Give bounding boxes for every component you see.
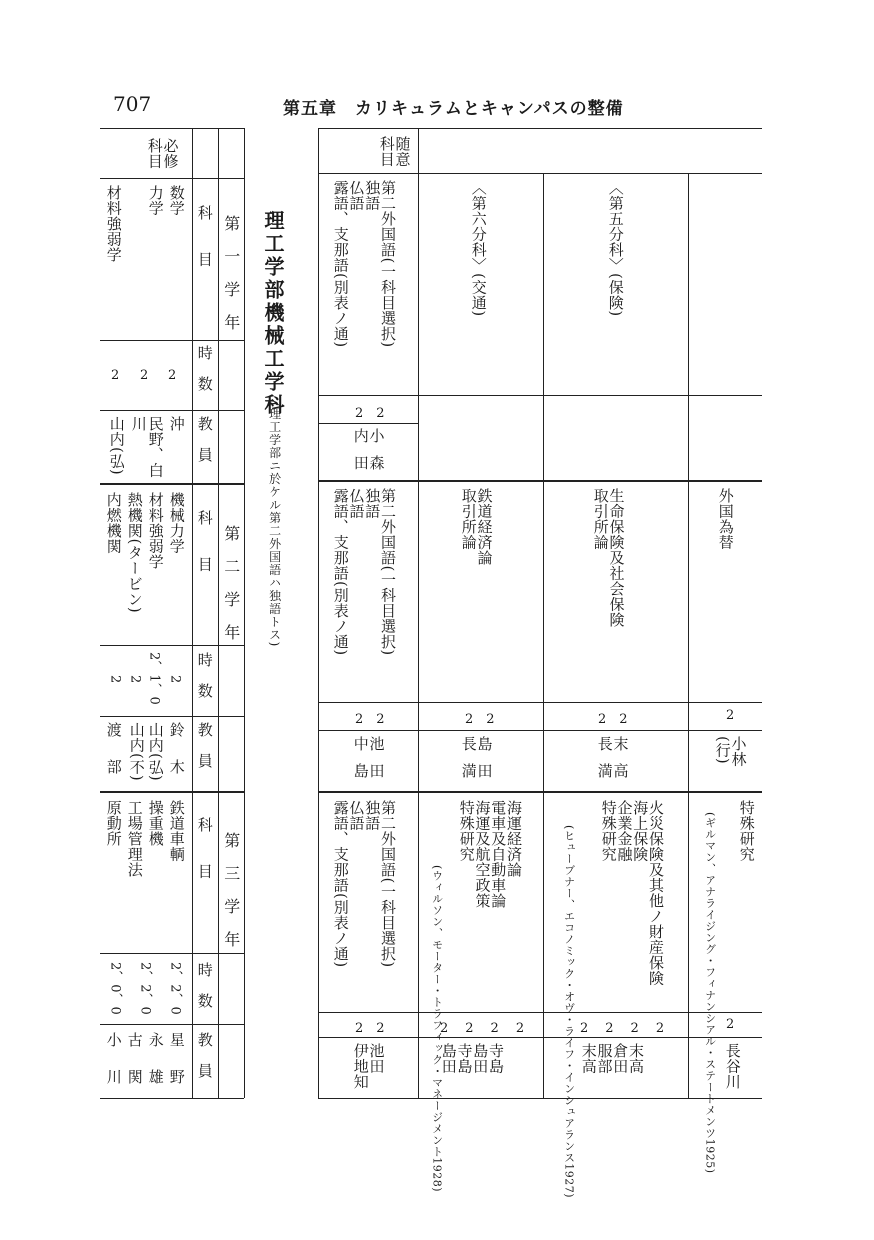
row3-division5-subjects: 火災保険及其他ノ財産保険 海上保険 企業金融 特殊研究	[599, 800, 665, 986]
year2-kamoku-label: 科 目	[195, 510, 214, 572]
year3-subject: 工場管理法	[125, 800, 144, 878]
row2-division6-teachers: 島田 長満	[459, 736, 494, 790]
year2-teacher: 渡部	[104, 722, 123, 796]
year3-teacher: 永雄	[146, 1032, 165, 1106]
year3-subject: 原動所	[104, 800, 123, 847]
optional-subjects-label: 随意 科目	[377, 136, 412, 167]
year1-hour: 2	[168, 368, 177, 383]
year2-hour: 2	[127, 675, 143, 684]
running-title: 第五章 カリキュラムとキャンパスの整備	[283, 99, 624, 119]
year3-jisu-label: 時 数	[195, 962, 214, 1009]
row1-language-hours: 2 2	[355, 406, 385, 421]
year1-kyoin-label: 教 員	[195, 416, 214, 463]
row2-division4-teachers: 小林 (行)	[713, 736, 748, 767]
row1-language-subjects: 第二外国語(一科目選択) 独語 仏語 露語、支那語(別表ノ通)	[331, 180, 397, 348]
page-number: 707	[113, 92, 152, 116]
year1-jisu-label: 時 数	[195, 345, 214, 392]
row2-division5-subjects: 生命保険及社会保険 取引所論	[591, 488, 626, 628]
year2-hour: 2	[107, 675, 123, 684]
year3-label: 第 三 学 年	[221, 832, 241, 948]
row3-division4-subjects: 特殊研究	[737, 800, 756, 862]
row3-division4-note: (ギルマン、アナライジング・フィナンシアル・ステートメンツ1925)	[703, 812, 717, 1174]
year1-subject: 力学	[146, 185, 165, 216]
year2-hour: 2	[167, 675, 183, 684]
year2-label: 第 二 学 年	[221, 525, 241, 641]
row3-language-teachers: 池田 伊地知	[351, 1043, 386, 1090]
department-note: (理工学部ニ於ケル第二外国語ハ独語トス)	[267, 402, 282, 648]
year1-subject: 材料強弱学	[104, 185, 123, 263]
year2-subject: 熱機関(タービン)	[125, 492, 144, 614]
row3-division6-teachers: 寺島 島田 寺島 島田	[439, 1043, 505, 1074]
year2-teacher: 山内(不)	[127, 722, 146, 782]
year2-subject: 材料強弱学	[146, 492, 165, 570]
row2-division4-hours: 2	[726, 708, 735, 723]
row2-division6-subjects: 鉄道経済論 取引所論	[459, 488, 494, 566]
row2-division4-subjects: 外国為替	[716, 488, 735, 550]
row3-division5-note: (ヒューブナー、エコノミック・オヴ・ライフ・インシュアランス1927)	[562, 825, 576, 1199]
row2-division6-hours: 2 2	[465, 712, 495, 727]
year1-teacher: 川	[129, 416, 148, 432]
row2-language-teachers: 池田 中島	[351, 736, 386, 790]
row3-division4-teachers: 長谷川	[723, 1043, 742, 1090]
year3-hour: 2、2、0	[137, 962, 153, 1016]
year1-teacher: 沖	[167, 416, 186, 432]
year1-hour: 2	[111, 368, 120, 383]
row3-division6-subjects: 海運経済論 電車及自動車論 海運及航空政策 特殊研究	[457, 800, 523, 909]
row2-division5-hours: 2 2	[598, 712, 628, 727]
department-title: 理工学部機械工学科	[261, 210, 285, 417]
year3-hour: 2、0、0	[107, 962, 123, 1016]
year3-kyoin-label: 教 員	[195, 1032, 214, 1079]
row1-division5-heading: 〈第五分科〉(保険)	[606, 180, 625, 317]
row3-division4-hours: 2	[726, 1017, 735, 1032]
year2-teacher: 山内(弘)	[146, 722, 165, 782]
row3-division6-hours: 2 2 2 2	[440, 1021, 527, 1036]
year1-label: 第 一 学 年	[221, 215, 241, 331]
year2-kyoin-label: 教 員	[195, 722, 214, 769]
year3-teacher: 小川	[104, 1032, 123, 1106]
year3-subject: 操重機	[146, 800, 165, 847]
year2-jisu-label: 時 数	[195, 652, 214, 699]
row3-division6-note: (ウィルソン、モーター・トラフィック・マネージメント1928)	[430, 865, 444, 1193]
year2-teacher: 鈴木	[167, 722, 186, 796]
year3-subject: 鉄道車輌	[167, 800, 186, 862]
year1-hour: 2	[140, 368, 149, 383]
year3-hour: 2、2、0	[167, 962, 183, 1016]
row3-language-hours: 2 2	[355, 1021, 385, 1036]
year2-subject: 内燃機関	[104, 492, 123, 554]
year1-teacher: 民野、白	[146, 416, 165, 478]
year3-teacher: 星野	[167, 1032, 186, 1106]
required-subjects-label: 必修 科目	[145, 138, 180, 169]
year2-hour: 2、1、0	[146, 652, 162, 706]
year1-kamoku-label: 科 目	[195, 205, 214, 267]
row3-division5-teachers: 末高 倉田 服部 末高	[579, 1043, 645, 1074]
year1-subject: 数学	[167, 185, 186, 216]
row2-language-hours: 2 2	[355, 712, 385, 727]
row3-language-subjects: 第二外国語(一科目選択) 独語 仏語 露語、支那語(別表ノ通)	[331, 800, 397, 968]
row1-division6-heading: 〈第六分科〉(交通)	[469, 180, 488, 317]
row1-language-teachers: 小森 内田	[351, 428, 386, 482]
year2-subject: 機械力学	[167, 492, 186, 554]
year1-teacher: 山内(弘)	[107, 416, 126, 476]
year3-kamoku-label: 科 目	[195, 817, 214, 879]
row2-division5-teachers: 末高 長満	[595, 736, 630, 790]
row2-language-subjects: 第二外国語(一科目選択) 独語 仏語 露語、支那語(別表ノ通)	[331, 488, 397, 656]
year3-teacher: 古関	[125, 1032, 144, 1106]
row3-division5-hours: 2 2 2 2	[580, 1021, 667, 1036]
